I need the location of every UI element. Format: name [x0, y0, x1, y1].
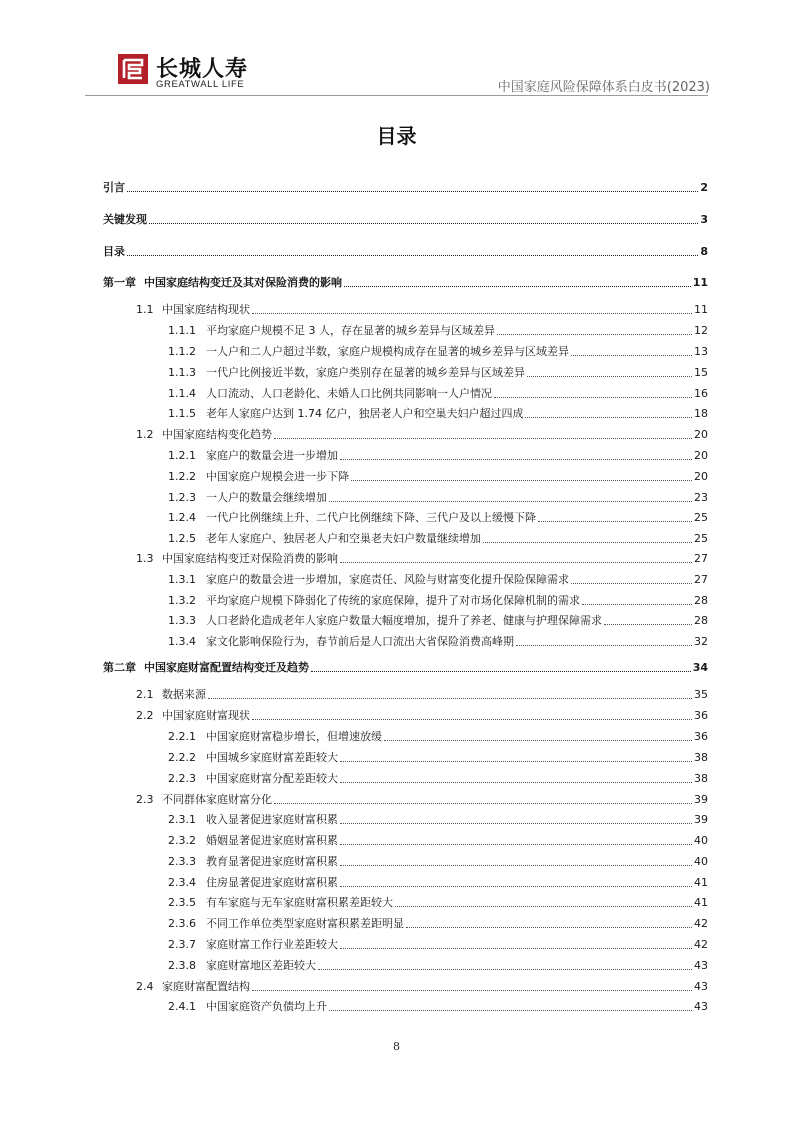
toc-entry-page: 39 [694, 793, 708, 806]
toc-entry-number: 2.3.3 [168, 855, 196, 868]
toc-entry-page: 28 [694, 594, 708, 607]
toc-entry-label: 不同工作单位类型家庭财富积累差距明显 [206, 917, 404, 930]
toc-entry-page: 20 [694, 428, 708, 441]
toc-entry-number: 2.3.8 [168, 959, 196, 972]
toc-entry-label: 中国家庭财富稳步增长，但增速放缓 [206, 730, 382, 743]
toc-entry-title [168, 959, 318, 973]
toc-entry-page: 38 [694, 751, 708, 764]
toc-entry-number: 2.3.1 [168, 813, 196, 826]
toc-entry-page: 43 [694, 959, 708, 972]
toc-entry[interactable] [136, 424, 708, 442]
toc-entry-page: 15 [694, 366, 708, 379]
toc-entry-label: 中国家庭财富配置结构变迁及趋势 [144, 661, 309, 674]
toc-entry-number: 2.3.5 [168, 896, 196, 909]
toc-entry-number: 2.2.3 [168, 772, 196, 785]
toc-entry-title [136, 793, 274, 807]
toc-entry-title [168, 635, 516, 649]
toc-entry-number: 1.2.3 [168, 491, 196, 504]
toc-entry-label: 家庭财富工作行业差距较大 [206, 938, 338, 951]
toc-entry-title [168, 751, 340, 765]
toc-entry[interactable] [168, 569, 708, 587]
toc-entry-title [168, 573, 571, 587]
toc-entry-page: 34 [692, 661, 708, 674]
toc-entry-page: 38 [694, 772, 708, 785]
toc-entry[interactable] [103, 657, 708, 675]
toc-entry[interactable] [168, 809, 708, 827]
toc-entry-label: 家文化影响保险行为，春节前后是人口流出大省保险消费高峰期 [206, 635, 514, 648]
toc-entry-label: 一人户和二人户超过半数，家庭户规模构成存在显著的城乡差异与区域差异 [206, 345, 569, 358]
document-title: 中国家庭风险保障体系白皮书(2023) [497, 80, 710, 95]
toc-entry-page: 2 [700, 181, 708, 194]
toc-entry-title [168, 813, 340, 827]
toc-entry-label: 人口流动、人口老龄化、未婚人口比例共同影响一人户情况 [206, 387, 492, 400]
toc-entry-number: 2.1 [136, 688, 154, 701]
toc-entry-number: 1.1.4 [168, 387, 196, 400]
toc-entry[interactable] [103, 272, 708, 290]
toc-entry[interactable] [168, 403, 708, 421]
toc-entry-title [168, 917, 406, 931]
toc-dot-leader [571, 583, 692, 584]
toc-dot-leader [252, 990, 692, 991]
toc-dot-leader [344, 286, 691, 287]
toc-entry-title [103, 661, 311, 675]
toc-dot-leader [252, 719, 692, 720]
toc-entry-label: 中国家庭结构变化趋势 [162, 428, 272, 441]
toc-entry-label: 中国家庭结构变迁及其对保险消费的影响 [144, 276, 342, 289]
toc-dot-leader [384, 740, 692, 741]
toc-entry-title [168, 1000, 329, 1014]
toc-entry[interactable] [103, 241, 708, 259]
toc-entry-page: 41 [694, 876, 708, 889]
toc-entry-number: 1.1.1 [168, 324, 196, 337]
toc-entry[interactable] [136, 976, 708, 994]
toc-entry-title [168, 407, 525, 421]
toc-entry-title [168, 876, 340, 890]
toc-entry-page: 25 [694, 511, 708, 524]
toc-entry-title [168, 532, 483, 546]
toc-entry-page: 32 [694, 635, 708, 648]
toc-entry-number: 2.4 [136, 980, 154, 993]
toc-entry[interactable] [136, 705, 708, 723]
toc-entry-page: 27 [694, 552, 708, 565]
toc-entry-number: 2.4.1 [168, 1000, 196, 1013]
toc-entry-number: 2.3.6 [168, 917, 196, 930]
toc-entry-page: 20 [694, 449, 708, 462]
toc-entry-page: 42 [694, 917, 708, 930]
toc-entry-page: 12 [694, 324, 708, 337]
toc-entry[interactable] [168, 892, 708, 910]
toc-entry-label: 老年人家庭户、独居老人户和空巢老夫妇户数量继续增加 [206, 532, 481, 545]
toc-entry[interactable] [168, 383, 708, 401]
toc-entry-number: 2.3.2 [168, 834, 196, 847]
toc-entry-number: 1.1.2 [168, 345, 196, 358]
toc-entry-page: 42 [694, 938, 708, 951]
toc-entry-label: 教育显著促进家庭财富积累 [206, 855, 338, 868]
toc-entry-number: 2.3.4 [168, 876, 196, 889]
toc-entry-title [168, 896, 395, 910]
toc-entry-title [136, 552, 340, 566]
toc-dot-leader [571, 355, 692, 356]
toc-entry-label: 关键发现 [103, 213, 147, 226]
toc-entry-page: 36 [694, 709, 708, 722]
toc-dot-leader [340, 562, 692, 563]
toc-dot-leader [274, 803, 692, 804]
toc-entry[interactable] [168, 362, 708, 380]
toc-entry-label: 中国家庭财富分配差距较大 [206, 772, 338, 785]
toc-entry[interactable] [168, 913, 708, 931]
toc-entry-page: 23 [694, 491, 708, 504]
toc-dot-leader [340, 886, 692, 887]
toc-entry-number: 2.2.1 [168, 730, 196, 743]
toc-entry-label: 中国城乡家庭财富差距较大 [206, 751, 338, 764]
toc-entry-label: 婚姻显著促进家庭财富积累 [206, 834, 338, 847]
toc-entry-page: 11 [694, 303, 708, 316]
logo-english-name: GREATWALL LIFE [156, 79, 245, 90]
header-divider [85, 95, 708, 96]
toc-entry-number: 1.1.3 [168, 366, 196, 379]
toc-entry[interactable] [168, 487, 708, 505]
toc-dot-leader [406, 927, 692, 928]
toc-entry-title [136, 303, 252, 317]
toc-entry-title [168, 834, 340, 848]
logo-chinese-name: 长城人寿 [156, 56, 249, 82]
toc-entry-title [168, 449, 340, 463]
toc-entry[interactable] [168, 768, 708, 786]
toc-entry-label: 目录 [103, 245, 125, 258]
toc-entry-label: 一代户比例接近半数，家庭户类别存在显著的城乡差异与区域差异 [206, 366, 525, 379]
toc-entry-title [168, 938, 340, 952]
toc-entry-number: 1.3 [136, 552, 154, 565]
toc-dot-leader [604, 624, 692, 625]
toc-entry[interactable] [136, 548, 708, 566]
toc-dot-leader [340, 865, 692, 866]
toc-entry[interactable] [168, 996, 708, 1014]
toc-entry-title [168, 491, 329, 505]
toc-entry-title [168, 730, 384, 744]
toc-entry-number: 1.2.1 [168, 449, 196, 462]
toc-dot-leader [538, 521, 692, 522]
toc-entry[interactable] [168, 872, 708, 890]
toc-entry-page: 40 [694, 855, 708, 868]
toc-entry[interactable] [168, 934, 708, 952]
toc-entry-label: 家庭户的数量会进一步增加 [206, 449, 338, 462]
toc-dot-leader [340, 948, 692, 949]
logo-seal-icon [118, 54, 148, 84]
toc-dot-leader [311, 671, 691, 672]
toc-entry-label: 收入显著促进家庭财富积累 [206, 813, 338, 826]
toc-entry-label: 中国家庭户规模会进一步下降 [206, 470, 349, 483]
toc-heading: 目录 [376, 124, 417, 148]
toc-dot-leader [525, 417, 692, 418]
toc-entry-number: 2.2 [136, 709, 154, 722]
toc-entry[interactable] [136, 789, 708, 807]
toc-dot-leader [340, 782, 692, 783]
toc-entry-number: 1.3.4 [168, 635, 196, 648]
toc-entry[interactable] [168, 747, 708, 765]
toc-dot-leader [329, 501, 692, 502]
toc-entry-page: 35 [694, 688, 708, 701]
toc-entry[interactable] [136, 684, 708, 702]
toc-entry-label: 家庭财富配置结构 [162, 980, 250, 993]
toc-entry[interactable] [103, 209, 708, 227]
toc-entry-number: 1.2.4 [168, 511, 196, 524]
toc-entry-title [168, 387, 494, 401]
toc-dot-leader [127, 255, 698, 256]
toc-entry-title [136, 980, 252, 994]
toc-entry-label: 中国家庭财富现状 [162, 709, 250, 722]
toc-entry-title [103, 181, 127, 195]
toc-entry-label: 家庭户的数量会进一步增加，家庭责任、风险与财富变化提升保险保障需求 [206, 573, 569, 586]
toc-entry-title [168, 470, 351, 484]
toc-entry-label: 有车家庭与无车家庭财富积累差距较大 [206, 896, 393, 909]
toc-entry-page: 20 [694, 470, 708, 483]
toc-entry[interactable] [168, 341, 708, 359]
toc-entry-number: 1.1 [136, 303, 154, 316]
toc-entry-label: 住房显著促进家庭财富积累 [206, 876, 338, 889]
toc-entry-label: 中国家庭资产负债均上升 [206, 1000, 327, 1013]
toc-entry-page: 13 [694, 345, 708, 358]
toc-entry-number: 2.3 [136, 793, 154, 806]
toc-entry-page: 28 [694, 614, 708, 627]
toc-entry-number: 2.3.7 [168, 938, 196, 951]
toc-entry-label: 一人户的数量会继续增加 [206, 491, 327, 504]
toc-entry-number: 1.1.5 [168, 407, 196, 420]
toc-dot-leader [274, 438, 692, 439]
toc-entry-title [103, 276, 344, 290]
toc-dot-leader [494, 397, 692, 398]
toc-entry[interactable] [168, 610, 708, 628]
toc-entry[interactable] [168, 726, 708, 744]
toc-entry-label: 老年人家庭户达到 1.74 亿户，独居老人户和空巢夫妇户超过四成 [206, 407, 524, 420]
toc-dot-leader [395, 906, 692, 907]
toc-entry-number: 第一章 [103, 276, 136, 289]
toc-entry-number: 1.3.2 [168, 594, 196, 607]
toc-entry-label: 人口老龄化造成老年人家庭户数量大幅度增加，提升了养老、健康与护理保障需求 [206, 614, 602, 627]
toc-entry-label: 中国家庭结构现状 [162, 303, 250, 316]
toc-entry-title [168, 772, 340, 786]
toc-entry[interactable] [168, 528, 708, 546]
toc-entry[interactable] [103, 177, 708, 195]
toc-entry-title [136, 688, 208, 702]
toc-entry-title [168, 614, 604, 628]
toc-dot-leader [149, 223, 698, 224]
toc-dot-leader [318, 969, 692, 970]
toc-entry-label: 数据来源 [162, 688, 206, 701]
toc-entry[interactable] [168, 320, 708, 338]
toc-entry[interactable] [168, 445, 708, 463]
toc-entry-title [168, 855, 340, 869]
toc-entry[interactable] [136, 299, 708, 317]
toc-dot-leader [208, 698, 692, 699]
toc-entry[interactable] [168, 955, 708, 973]
toc-dot-leader [351, 480, 692, 481]
toc-entry-title [136, 428, 274, 442]
toc-entry-number: 1.2.5 [168, 532, 196, 545]
toc-entry-title [136, 709, 252, 723]
toc-entry-page: 39 [694, 813, 708, 826]
toc-dot-leader [516, 645, 692, 646]
toc-entry-label: 不同群体家庭财富分化 [162, 793, 272, 806]
toc-dot-leader [252, 313, 692, 314]
toc-entry-page: 18 [694, 407, 708, 420]
toc-dot-leader [340, 823, 692, 824]
toc-entry-label: 中国家庭结构变迁对保险消费的影响 [162, 552, 338, 565]
toc-dot-leader [340, 459, 692, 460]
toc-entry-number: 1.3.3 [168, 614, 196, 627]
toc-dot-leader [582, 604, 692, 605]
toc-entry-label: 家庭财富地区差距较大 [206, 959, 316, 972]
toc-entry-page: 3 [700, 213, 708, 226]
page-header [0, 0, 793, 96]
toc-entry[interactable] [168, 590, 708, 608]
toc-entry-title [168, 345, 571, 359]
toc-entry[interactable] [168, 851, 708, 869]
toc-entry-page: 36 [694, 730, 708, 743]
toc-entry-page: 25 [694, 532, 708, 545]
toc-entry-title [168, 511, 538, 525]
toc-entry-page: 43 [694, 980, 708, 993]
toc-entry-number: 1.2.2 [168, 470, 196, 483]
toc-dot-leader [340, 844, 692, 845]
toc-dot-leader [340, 761, 692, 762]
toc-entry[interactable] [168, 631, 708, 649]
toc-entry-number: 1.3.1 [168, 573, 196, 586]
toc-entry-page: 27 [694, 573, 708, 586]
toc-dot-leader [527, 376, 692, 377]
toc-entry[interactable] [168, 507, 708, 525]
toc-entry[interactable] [168, 466, 708, 484]
toc-entry-page: 11 [692, 276, 708, 289]
toc-entry-title [103, 245, 127, 259]
toc-entry[interactable] [168, 830, 708, 848]
toc-entry-title [168, 594, 582, 608]
toc-entry-page: 16 [694, 387, 708, 400]
toc-entry-page: 40 [694, 834, 708, 847]
page-number: 8 [393, 1040, 400, 1053]
toc-entry-label: 引言 [103, 181, 125, 194]
toc-entry-label: 平均家庭户规模不足 3 人，存在显著的城乡差异与区域差异 [206, 324, 495, 337]
toc-entry-page: 8 [700, 245, 708, 258]
toc-entry-page: 43 [694, 1000, 708, 1013]
toc-entry-number: 第二章 [103, 661, 136, 674]
toc-dot-leader [497, 334, 692, 335]
toc-entry-title [168, 366, 527, 380]
toc-entry-title [168, 324, 497, 338]
toc-entry-page: 41 [694, 896, 708, 909]
toc-dot-leader [127, 191, 698, 192]
toc-entry-label: 一代户比例继续上升、二代户比例继续下降、三代户及以上缓慢下降 [206, 511, 536, 524]
toc-dot-leader [483, 542, 692, 543]
toc-entry-label: 平均家庭户规模下降弱化了传统的家庭保障，提升了对市场化保障机制的需求 [206, 594, 580, 607]
toc-entry-number: 2.2.2 [168, 751, 196, 764]
greatwall-life-logo [118, 52, 268, 96]
toc-entry-number: 1.2 [136, 428, 154, 441]
toc-dot-leader [329, 1010, 692, 1011]
toc-entry-title [103, 213, 149, 227]
